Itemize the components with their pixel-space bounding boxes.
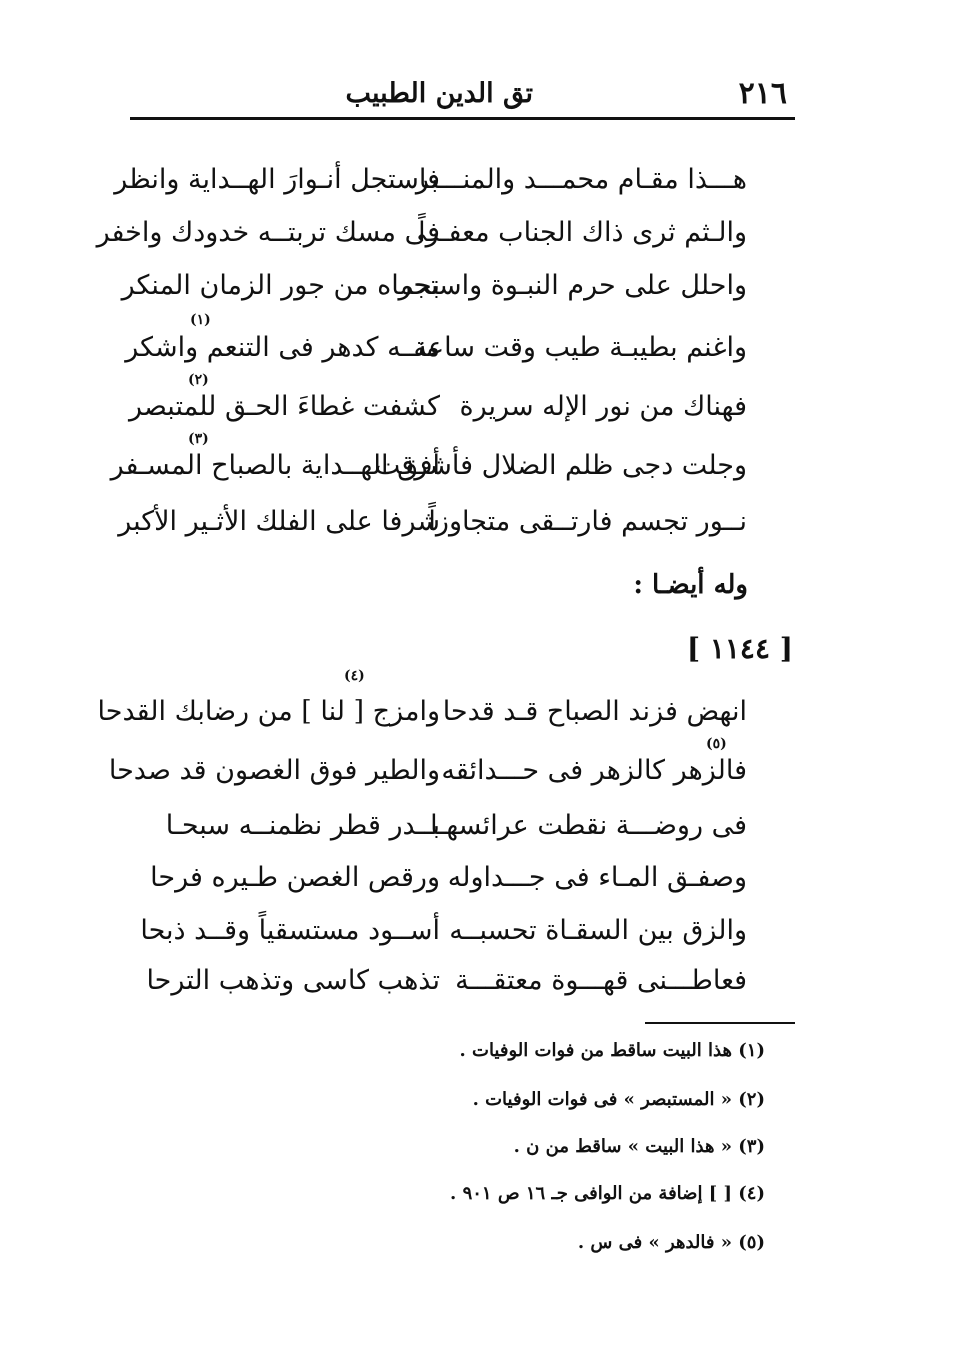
verse-second-hemistich: أفق الهــداية بالصباح المسـفر bbox=[110, 450, 440, 481]
verse-line bbox=[108, 749, 765, 801]
verse-second-hemistich: أســود مستسقياً وقــد ذبحا bbox=[140, 915, 440, 946]
verse-line bbox=[118, 500, 765, 552]
verse-line bbox=[97, 690, 765, 742]
verse-second-hemistich: ورقص الغصن طـيره فرحا bbox=[150, 862, 440, 893]
verse-line bbox=[96, 211, 765, 263]
footnote: (٤) [ ] إضافة من الوافى جـ ١٦ ص ٩٠١ . bbox=[450, 1183, 765, 1204]
verse-second-hemistich: منــه كدهر فى التنعم واشكر bbox=[125, 332, 440, 363]
footnote: (٢) « المستبصر » فى فوات الوفيات . bbox=[472, 1089, 765, 1110]
footnote-ref: (٣) bbox=[188, 431, 209, 447]
verse-line bbox=[128, 385, 765, 437]
verse-line bbox=[125, 326, 765, 378]
verse-line bbox=[114, 158, 765, 210]
footnote-ref: (١) bbox=[190, 312, 211, 328]
verse-line bbox=[121, 264, 765, 316]
verse-first-hemistich: واغنم بطيبـة طيب وقت ساعة bbox=[413, 332, 747, 363]
verse-first-hemistich: واحلل على حرم النبـوة واستجر bbox=[398, 270, 747, 301]
page-header bbox=[130, 70, 795, 120]
verse-second-hemistich: وامزج [ لنا ] من رضابك القدحا bbox=[97, 696, 440, 727]
footnote-ref: (٢) bbox=[188, 372, 209, 388]
verse-line bbox=[165, 804, 765, 856]
footnote-rule bbox=[645, 1022, 795, 1024]
verse-second-hemistich: شرفا على الفلك الأثـير الأكبر bbox=[118, 506, 440, 537]
verse-first-hemistich: نــور تجسم فارتــقى متجاوزاً bbox=[428, 506, 747, 537]
verse-line bbox=[150, 856, 765, 908]
verse-first-hemistich: فالزهر كالزهر فى حـــدائقه bbox=[441, 755, 747, 786]
verse-second-hemistich: والطير فوق الغصون قد صدحا bbox=[108, 755, 440, 786]
verse-first-hemistich: فعاطـــنى قهـــوة معتقـــة bbox=[455, 965, 747, 996]
verse-first-hemistich: والزق بين السقـاة تحسبــه bbox=[449, 915, 747, 946]
verse-first-hemistich: وجلت دجى ظلم الضلال فأشرقت bbox=[374, 450, 747, 481]
header-rule bbox=[130, 117, 795, 120]
footnote: (١) هذا البيت ساقط من فوات الوفيات . bbox=[459, 1040, 765, 1061]
footnote: (٥) « فالدهر » فى س . bbox=[577, 1232, 765, 1253]
verse-line bbox=[140, 909, 765, 961]
verse-first-hemistich: وصفـق المـاء فى جـــداوله bbox=[447, 862, 747, 893]
verse-first-hemistich: هـــذا مقـام محمـــد والمنـــبر bbox=[415, 164, 747, 195]
verse-second-hemistich: بحماه من جور الزمان المنكر bbox=[121, 270, 440, 301]
poem-number: [ ١١٤٤ ] bbox=[686, 632, 793, 665]
verse-first-hemistich: انهض فزند الصباح قـد قدحا bbox=[442, 696, 747, 727]
verse-line bbox=[146, 959, 765, 1011]
footnote-ref: (٤) bbox=[344, 668, 365, 684]
verse-first-hemistich: فى روضـــة نقطت عرائسهـا bbox=[430, 810, 747, 841]
page-number: ٢١٦ bbox=[738, 76, 787, 111]
footnote: (٣) « هذا البيت » ساقط من ن . bbox=[513, 1136, 765, 1157]
running-title: تق الدين الطبيب bbox=[345, 78, 533, 109]
verse-first-hemistich: والـثم ثرى ذاك الجناب معفـراً bbox=[418, 217, 747, 248]
verse-second-hemistich: كشفت غطاءَ الحـق للمتبصر bbox=[128, 391, 440, 422]
poem-intro: وله أيضـا : bbox=[633, 570, 748, 600]
verse-second-hemistich: تذهب كاسى وتذهب الترحا bbox=[146, 965, 440, 996]
verse-second-hemistich: بــدر قطر نظمنــه سبحـا bbox=[165, 810, 440, 841]
verse-line bbox=[110, 444, 765, 496]
verse-first-hemistich: فهناك من نور الإله سريرة bbox=[459, 391, 747, 422]
verse-second-hemistich: فاستجل أنـوارَ الهــداية وانظر bbox=[114, 164, 440, 195]
verse-second-hemistich: فى مسك تربتــه خدودك واخفر bbox=[96, 217, 440, 248]
footnote-ref: (٥) bbox=[706, 736, 727, 752]
